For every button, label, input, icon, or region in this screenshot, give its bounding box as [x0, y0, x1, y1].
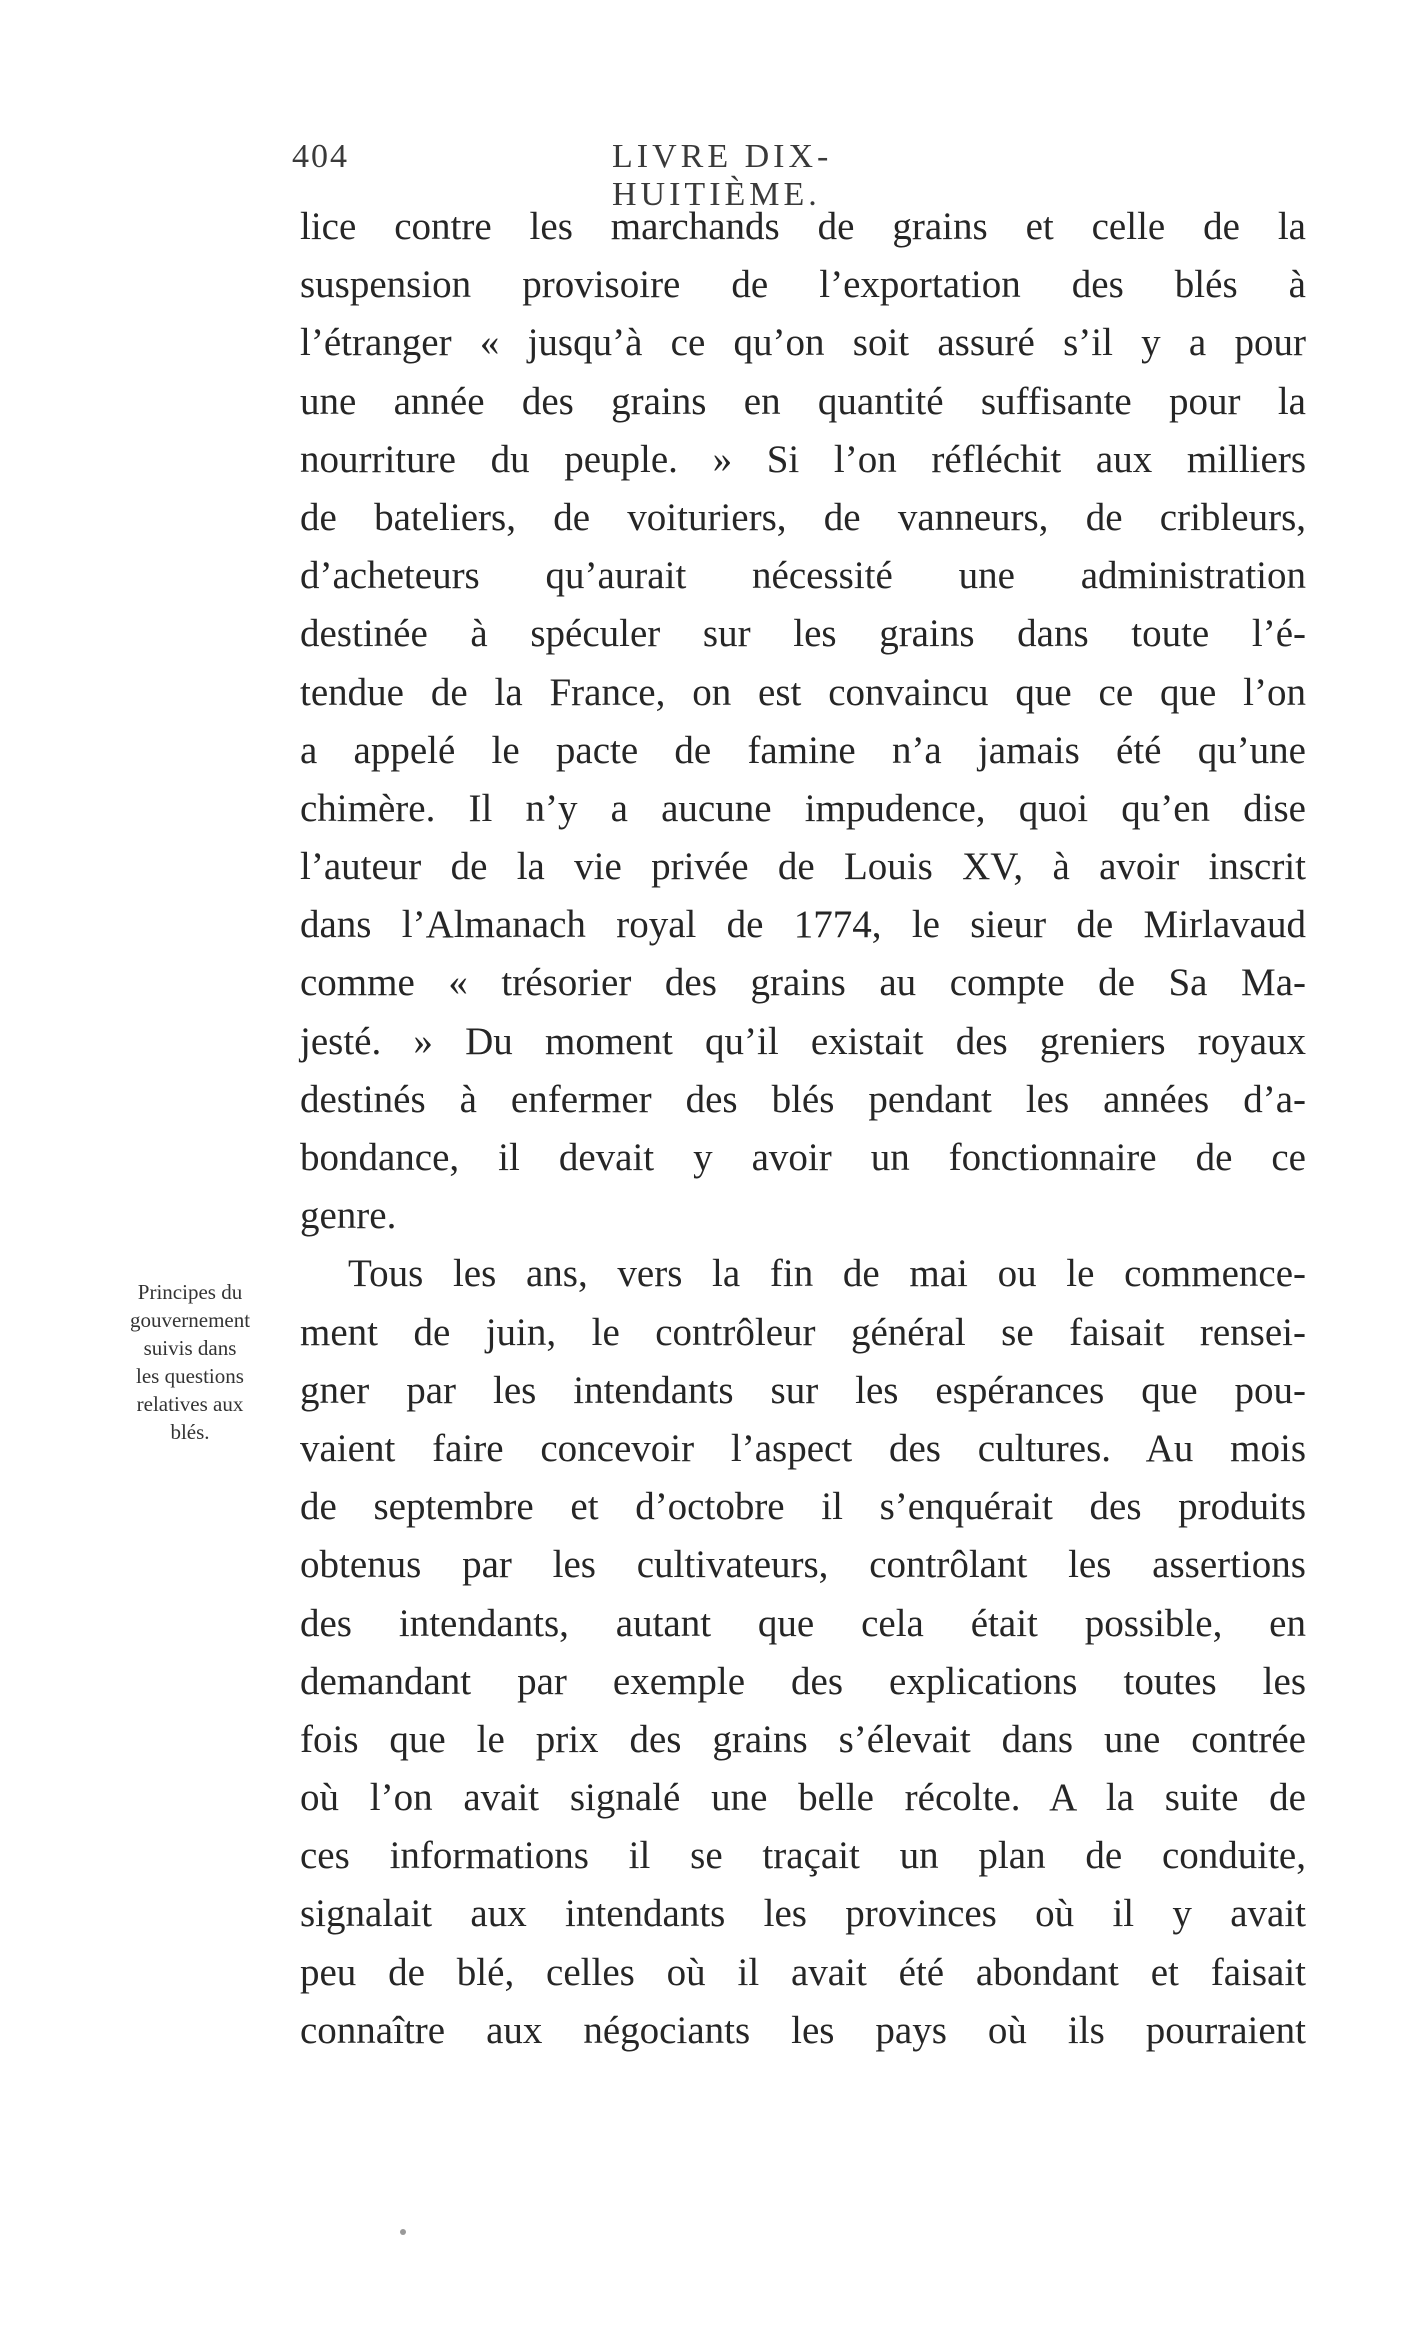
- text-line: chimère. Il n’y a aucune impudence, quoi qu’en dise: [300, 786, 1306, 830]
- text-line: l’auteur de la vie privée de Louis XV, à avoir inscrit: [300, 845, 1306, 889]
- margin-note-line: Principes du: [137, 1280, 243, 1304]
- text-line: une année des grains en quantité suffisante pour la: [300, 379, 1306, 423]
- text-line: de bateliers, de voituriers, de vanneurs, de cribleurs,: [300, 495, 1306, 539]
- body-text: [300, 198, 1306, 2060]
- text-line: jesté. » Du moment qu’il existait des greniers royaux: [300, 1019, 1306, 1063]
- margin-note: [108, 1278, 272, 1446]
- page-number: 404: [292, 138, 349, 175]
- margin-note-line: blés.: [170, 1420, 210, 1444]
- text-line: des intendants, autant que cela était possible, en: [300, 1601, 1306, 1645]
- text-line: gner par les intendants sur les espérances que pou-: [300, 1368, 1306, 1412]
- text-line: tendue de la France, on est convaincu que ce que l’on: [300, 670, 1306, 714]
- text-line: l’étranger « jusqu’à ce qu’on soit assuré s’il y a pour: [300, 321, 1306, 365]
- text-line: suspension provisoire de l’exportation des blés à: [300, 263, 1306, 307]
- text-line: fois que le prix des grains s’élevait dans une contrée: [300, 1717, 1306, 1761]
- text-line: genre.: [300, 1194, 397, 1238]
- text-line: nourriture du peuple. » Si l’on réfléchit aux milliers: [300, 437, 1306, 481]
- text-line: connaître aux négociants les pays où ils pourraient: [300, 2008, 1306, 2052]
- page-header: [292, 138, 1018, 213]
- ink-speck: [400, 2229, 406, 2235]
- text-line: Tous les ans, vers la fin de mai ou le commence-: [348, 1252, 1306, 1296]
- margin-note-line: les questions: [136, 1364, 244, 1388]
- text-line: obtenus par les cultivateurs, contrôlant les assertions: [300, 1543, 1306, 1587]
- text-line: d’acheteurs qu’aurait nécessité une administration: [300, 554, 1306, 598]
- text-line: de septembre et d’octobre il s’enquérait des produits: [300, 1485, 1306, 1529]
- text-line: destinée à spéculer sur les grains dans toute l’é-: [300, 612, 1306, 656]
- margin-note-line: suivis dans: [143, 1336, 237, 1360]
- text-line: ment de juin, le contrôleur général se faisait rensei-: [300, 1310, 1306, 1354]
- margin-note-line: relatives aux: [136, 1392, 244, 1416]
- text-line: demandant par exemple des explications toutes les: [300, 1659, 1306, 1703]
- text-line: vaient faire concevoir l’aspect des cultures. Au mois: [300, 1426, 1306, 1470]
- text-line: a appelé le pacte de famine n’a jamais été qu’une: [300, 728, 1306, 772]
- running-head: LIVRE DIX-HUITIÈME.: [612, 138, 833, 213]
- text-line: destinés à enfermer des blés pendant les années d’a-: [300, 1077, 1306, 1121]
- text-line: lice contre les marchands de grains et celle de la: [300, 205, 1306, 248]
- text-line: dans l’Almanach royal de 1774, le sieur de Mirlavaud: [300, 903, 1306, 947]
- text-line: où l’on avait signalé une belle récolte. A la suite de: [300, 1776, 1306, 1820]
- text-line: peu de blé, celles où il avait été abondant et faisait: [300, 1950, 1306, 1994]
- text-line: bondance, il devait y avoir un fonctionnaire de ce: [300, 1136, 1306, 1179]
- margin-note-line: gouvernement: [129, 1308, 251, 1332]
- text-line: comme « trésorier des grains au compte de Sa Ma-: [300, 961, 1306, 1005]
- text-line: signalait aux intendants les provinces où il y avait: [300, 1892, 1306, 1936]
- text-line: ces informations il se traçait un plan de conduite,: [300, 1834, 1306, 1878]
